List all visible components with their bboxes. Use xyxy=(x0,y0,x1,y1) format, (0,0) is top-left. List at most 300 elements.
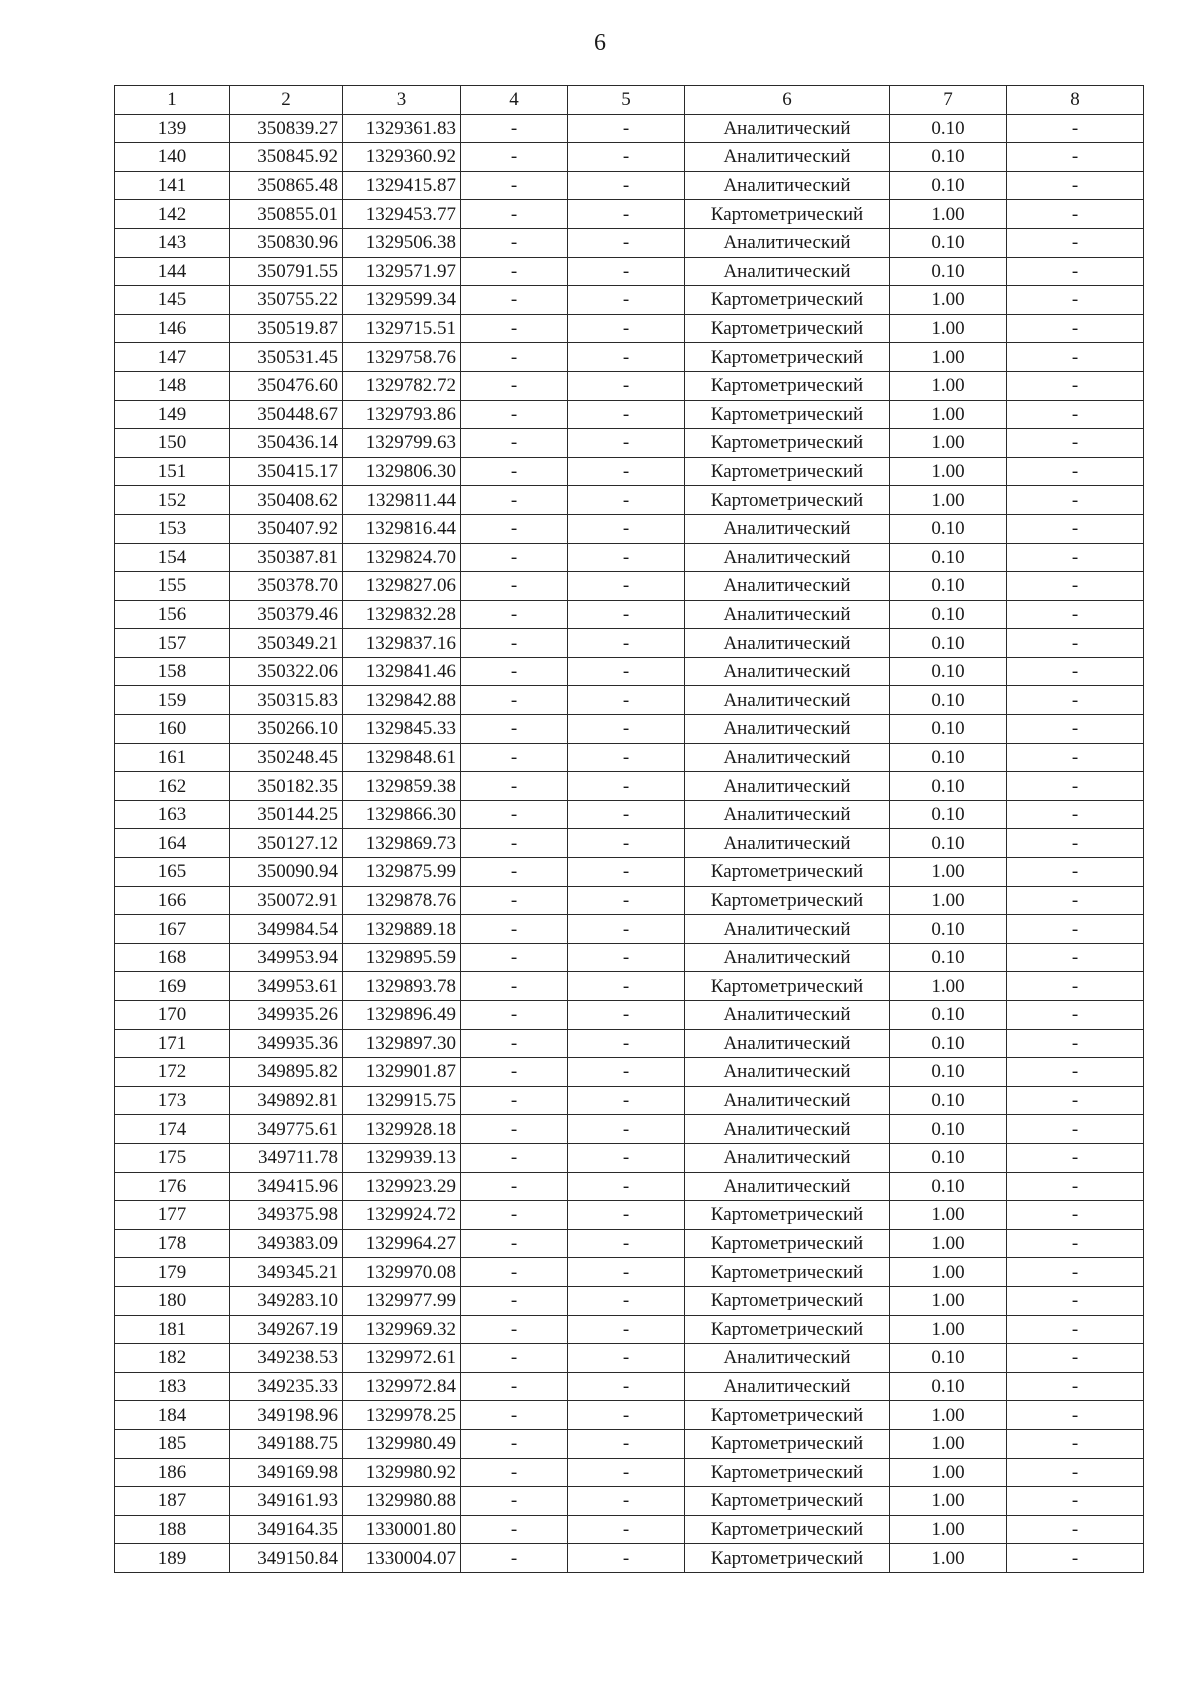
column-8-cell: - xyxy=(1007,1544,1144,1573)
column-8-cell: - xyxy=(1007,1201,1144,1230)
column-4-cell: - xyxy=(461,543,568,572)
table-row xyxy=(115,1086,1144,1115)
table-row xyxy=(115,1058,1144,1087)
x-coordinate-cell: 350448.67 xyxy=(230,400,343,429)
accuracy-cell: 1.00 xyxy=(890,1258,1007,1287)
point-number-cell: 175 xyxy=(115,1143,230,1172)
point-number-cell: 181 xyxy=(115,1315,230,1344)
method-cell: Картометрический xyxy=(685,371,890,400)
y-coordinate-cell: 1329923.29 xyxy=(343,1172,461,1201)
point-number-cell: 139 xyxy=(115,114,230,143)
y-coordinate-cell: 1329841.46 xyxy=(343,657,461,686)
x-coordinate-cell: 350845.92 xyxy=(230,143,343,172)
column-5-cell: - xyxy=(568,1143,685,1172)
column-5-cell: - xyxy=(568,343,685,372)
table-row xyxy=(115,1487,1144,1516)
accuracy-cell: 0.10 xyxy=(890,657,1007,686)
table-row xyxy=(115,1372,1144,1401)
method-cell: Аналитический xyxy=(685,1143,890,1172)
accuracy-cell: 1.00 xyxy=(890,1515,1007,1544)
x-coordinate-cell: 349150.84 xyxy=(230,1544,343,1573)
column-4-cell: - xyxy=(461,257,568,286)
table-row xyxy=(115,1029,1144,1058)
y-coordinate-cell: 1329415.87 xyxy=(343,171,461,200)
method-cell: Картометрический xyxy=(685,200,890,229)
column-4-cell: - xyxy=(461,486,568,515)
column-8-cell: - xyxy=(1007,1429,1144,1458)
accuracy-cell: 0.10 xyxy=(890,1344,1007,1373)
column-8-cell: - xyxy=(1007,1086,1144,1115)
column-5-cell: - xyxy=(568,1401,685,1430)
y-coordinate-cell: 1329924.72 xyxy=(343,1201,461,1230)
x-coordinate-cell: 349188.75 xyxy=(230,1429,343,1458)
method-cell: Картометрический xyxy=(685,1544,890,1573)
column-5-cell: - xyxy=(568,1458,685,1487)
y-coordinate-cell: 1329799.63 xyxy=(343,429,461,458)
x-coordinate-cell: 350379.46 xyxy=(230,600,343,629)
column-8-cell: - xyxy=(1007,1029,1144,1058)
x-coordinate-cell: 350322.06 xyxy=(230,657,343,686)
column-8-cell: - xyxy=(1007,1115,1144,1144)
column-4-cell: - xyxy=(461,943,568,972)
point-number-cell: 171 xyxy=(115,1029,230,1058)
column-8-cell: - xyxy=(1007,114,1144,143)
table-row xyxy=(115,686,1144,715)
column-header: 7 xyxy=(890,86,1007,115)
point-number-cell: 152 xyxy=(115,486,230,515)
accuracy-cell: 0.10 xyxy=(890,1115,1007,1144)
column-5-cell: - xyxy=(568,1086,685,1115)
column-4-cell: - xyxy=(461,1086,568,1115)
x-coordinate-cell: 350407.92 xyxy=(230,514,343,543)
column-5-cell: - xyxy=(568,171,685,200)
method-cell: Аналитический xyxy=(685,572,890,601)
method-cell: Аналитический xyxy=(685,171,890,200)
column-8-cell: - xyxy=(1007,457,1144,486)
column-8-cell: - xyxy=(1007,1401,1144,1430)
x-coordinate-cell: 350531.45 xyxy=(230,343,343,372)
column-5-cell: - xyxy=(568,429,685,458)
point-number-cell: 167 xyxy=(115,915,230,944)
y-coordinate-cell: 1329939.13 xyxy=(343,1143,461,1172)
column-8-cell: - xyxy=(1007,171,1144,200)
method-cell: Картометрический xyxy=(685,1315,890,1344)
accuracy-cell: 1.00 xyxy=(890,1458,1007,1487)
column-5-cell: - xyxy=(568,286,685,315)
column-4-cell: - xyxy=(461,1001,568,1030)
point-number-cell: 164 xyxy=(115,829,230,858)
column-8-cell: - xyxy=(1007,1286,1144,1315)
x-coordinate-cell: 350855.01 xyxy=(230,200,343,229)
column-8-cell: - xyxy=(1007,943,1144,972)
accuracy-cell: 1.00 xyxy=(890,400,1007,429)
x-coordinate-cell: 349283.10 xyxy=(230,1286,343,1315)
column-5-cell: - xyxy=(568,143,685,172)
x-coordinate-cell: 349953.61 xyxy=(230,972,343,1001)
column-4-cell: - xyxy=(461,1229,568,1258)
y-coordinate-cell: 1329980.92 xyxy=(343,1458,461,1487)
column-8-cell: - xyxy=(1007,286,1144,315)
point-number-cell: 147 xyxy=(115,343,230,372)
point-number-cell: 180 xyxy=(115,1286,230,1315)
x-coordinate-cell: 350072.91 xyxy=(230,886,343,915)
method-cell: Картометрический xyxy=(685,886,890,915)
column-4-cell: - xyxy=(461,1429,568,1458)
table-row xyxy=(115,1001,1144,1030)
y-coordinate-cell: 1329895.59 xyxy=(343,943,461,972)
table-row xyxy=(115,1143,1144,1172)
accuracy-cell: 1.00 xyxy=(890,200,1007,229)
accuracy-cell: 0.10 xyxy=(890,829,1007,858)
column-8-cell: - xyxy=(1007,429,1144,458)
coordinates-table xyxy=(114,85,1144,1573)
method-cell: Аналитический xyxy=(685,1344,890,1373)
x-coordinate-cell: 350144.25 xyxy=(230,800,343,829)
accuracy-cell: 0.10 xyxy=(890,600,1007,629)
point-number-cell: 150 xyxy=(115,429,230,458)
method-cell: Картометрический xyxy=(685,972,890,1001)
column-8-cell: - xyxy=(1007,629,1144,658)
accuracy-cell: 1.00 xyxy=(890,1229,1007,1258)
table-row xyxy=(115,486,1144,515)
x-coordinate-cell: 350519.87 xyxy=(230,314,343,343)
column-5-cell: - xyxy=(568,629,685,658)
table-row xyxy=(115,1458,1144,1487)
column-4-cell: - xyxy=(461,1058,568,1087)
y-coordinate-cell: 1330004.07 xyxy=(343,1544,461,1573)
column-8-cell: - xyxy=(1007,1143,1144,1172)
method-cell: Картометрический xyxy=(685,1286,890,1315)
method-cell: Картометрический xyxy=(685,400,890,429)
point-number-cell: 159 xyxy=(115,686,230,715)
column-4-cell: - xyxy=(461,743,568,772)
accuracy-cell: 1.00 xyxy=(890,1544,1007,1573)
point-number-cell: 140 xyxy=(115,143,230,172)
x-coordinate-cell: 349235.33 xyxy=(230,1372,343,1401)
column-4-cell: - xyxy=(461,657,568,686)
point-number-cell: 149 xyxy=(115,400,230,429)
accuracy-cell: 1.00 xyxy=(890,286,1007,315)
column-8-cell: - xyxy=(1007,858,1144,887)
y-coordinate-cell: 1329837.16 xyxy=(343,629,461,658)
column-5-cell: - xyxy=(568,114,685,143)
column-4-cell: - xyxy=(461,800,568,829)
table-row xyxy=(115,657,1144,686)
x-coordinate-cell: 350127.12 xyxy=(230,829,343,858)
y-coordinate-cell: 1329845.33 xyxy=(343,715,461,744)
column-4-cell: - xyxy=(461,629,568,658)
x-coordinate-cell: 350387.81 xyxy=(230,543,343,572)
column-8-cell: - xyxy=(1007,200,1144,229)
column-5-cell: - xyxy=(568,486,685,515)
accuracy-cell: 0.10 xyxy=(890,772,1007,801)
method-cell: Аналитический xyxy=(685,114,890,143)
column-8-cell: - xyxy=(1007,371,1144,400)
column-4-cell: - xyxy=(461,314,568,343)
table-row xyxy=(115,800,1144,829)
column-5-cell: - xyxy=(568,371,685,400)
x-coordinate-cell: 350830.96 xyxy=(230,228,343,257)
column-5-cell: - xyxy=(568,1487,685,1516)
table-row xyxy=(115,572,1144,601)
column-5-cell: - xyxy=(568,800,685,829)
column-4-cell: - xyxy=(461,143,568,172)
point-number-cell: 156 xyxy=(115,600,230,629)
column-4-cell: - xyxy=(461,1344,568,1373)
accuracy-cell: 0.10 xyxy=(890,171,1007,200)
point-number-cell: 151 xyxy=(115,457,230,486)
column-8-cell: - xyxy=(1007,743,1144,772)
point-number-cell: 157 xyxy=(115,629,230,658)
column-header: 2 xyxy=(230,86,343,115)
column-4-cell: - xyxy=(461,371,568,400)
x-coordinate-cell: 349267.19 xyxy=(230,1315,343,1344)
column-5-cell: - xyxy=(568,1229,685,1258)
point-number-cell: 189 xyxy=(115,1544,230,1573)
accuracy-cell: 0.10 xyxy=(890,1172,1007,1201)
y-coordinate-cell: 1329599.34 xyxy=(343,286,461,315)
x-coordinate-cell: 350349.21 xyxy=(230,629,343,658)
y-coordinate-cell: 1329571.97 xyxy=(343,257,461,286)
method-cell: Картометрический xyxy=(685,1401,890,1430)
table-row xyxy=(115,1401,1144,1430)
point-number-cell: 170 xyxy=(115,1001,230,1030)
accuracy-cell: 0.10 xyxy=(890,1001,1007,1030)
column-8-cell: - xyxy=(1007,1001,1144,1030)
column-8-cell: - xyxy=(1007,143,1144,172)
point-number-cell: 169 xyxy=(115,972,230,1001)
method-cell: Картометрический xyxy=(685,1515,890,1544)
method-cell: Картометрический xyxy=(685,1429,890,1458)
column-4-cell: - xyxy=(461,114,568,143)
column-5-cell: - xyxy=(568,1115,685,1144)
column-4-cell: - xyxy=(461,1172,568,1201)
point-number-cell: 158 xyxy=(115,657,230,686)
column-5-cell: - xyxy=(568,1515,685,1544)
column-5-cell: - xyxy=(568,1029,685,1058)
point-number-cell: 182 xyxy=(115,1344,230,1373)
column-header: 3 xyxy=(343,86,461,115)
accuracy-cell: 1.00 xyxy=(890,486,1007,515)
y-coordinate-cell: 1329889.18 xyxy=(343,915,461,944)
y-coordinate-cell: 1329875.99 xyxy=(343,858,461,887)
method-cell: Аналитический xyxy=(685,772,890,801)
column-5-cell: - xyxy=(568,943,685,972)
method-cell: Картометрический xyxy=(685,1458,890,1487)
column-5-cell: - xyxy=(568,400,685,429)
accuracy-cell: 0.10 xyxy=(890,1029,1007,1058)
column-header: 5 xyxy=(568,86,685,115)
y-coordinate-cell: 1329866.30 xyxy=(343,800,461,829)
column-4-cell: - xyxy=(461,1458,568,1487)
column-4-cell: - xyxy=(461,429,568,458)
y-coordinate-cell: 1329859.38 xyxy=(343,772,461,801)
accuracy-cell: 1.00 xyxy=(890,972,1007,1001)
column-4-cell: - xyxy=(461,200,568,229)
table-row xyxy=(115,972,1144,1001)
column-8-cell: - xyxy=(1007,800,1144,829)
x-coordinate-cell: 350415.17 xyxy=(230,457,343,486)
y-coordinate-cell: 1329827.06 xyxy=(343,572,461,601)
x-coordinate-cell: 350865.48 xyxy=(230,171,343,200)
method-cell: Аналитический xyxy=(685,1058,890,1087)
y-coordinate-cell: 1329896.49 xyxy=(343,1001,461,1030)
table-row xyxy=(115,457,1144,486)
column-8-cell: - xyxy=(1007,1058,1144,1087)
y-coordinate-cell: 1329806.30 xyxy=(343,457,461,486)
y-coordinate-cell: 1329824.70 xyxy=(343,543,461,572)
x-coordinate-cell: 350378.70 xyxy=(230,572,343,601)
table-row xyxy=(115,1315,1144,1344)
method-cell: Аналитический xyxy=(685,629,890,658)
method-cell: Аналитический xyxy=(685,228,890,257)
y-coordinate-cell: 1329842.88 xyxy=(343,686,461,715)
table-row xyxy=(115,858,1144,887)
point-number-cell: 141 xyxy=(115,171,230,200)
column-4-cell: - xyxy=(461,514,568,543)
method-cell: Аналитический xyxy=(685,1172,890,1201)
accuracy-cell: 1.00 xyxy=(890,371,1007,400)
method-cell: Картометрический xyxy=(685,343,890,372)
method-cell: Картометрический xyxy=(685,1229,890,1258)
y-coordinate-cell: 1329980.88 xyxy=(343,1487,461,1516)
column-4-cell: - xyxy=(461,457,568,486)
column-8-cell: - xyxy=(1007,400,1144,429)
column-5-cell: - xyxy=(568,1258,685,1287)
point-number-cell: 178 xyxy=(115,1229,230,1258)
accuracy-cell: 0.10 xyxy=(890,257,1007,286)
column-8-cell: - xyxy=(1007,1487,1144,1516)
column-4-cell: - xyxy=(461,972,568,1001)
point-number-cell: 168 xyxy=(115,943,230,972)
point-number-cell: 155 xyxy=(115,572,230,601)
point-number-cell: 162 xyxy=(115,772,230,801)
x-coordinate-cell: 350266.10 xyxy=(230,715,343,744)
accuracy-cell: 0.10 xyxy=(890,514,1007,543)
column-4-cell: - xyxy=(461,1029,568,1058)
table-row xyxy=(115,429,1144,458)
x-coordinate-cell: 349711.78 xyxy=(230,1143,343,1172)
column-5-cell: - xyxy=(568,657,685,686)
column-8-cell: - xyxy=(1007,1458,1144,1487)
point-number-cell: 174 xyxy=(115,1115,230,1144)
column-5-cell: - xyxy=(568,514,685,543)
accuracy-cell: 0.10 xyxy=(890,1086,1007,1115)
point-number-cell: 153 xyxy=(115,514,230,543)
method-cell: Картометрический xyxy=(685,457,890,486)
y-coordinate-cell: 1329969.32 xyxy=(343,1315,461,1344)
y-coordinate-cell: 1329793.86 xyxy=(343,400,461,429)
column-5-cell: - xyxy=(568,915,685,944)
column-8-cell: - xyxy=(1007,572,1144,601)
table-row xyxy=(115,114,1144,143)
point-number-cell: 187 xyxy=(115,1487,230,1516)
accuracy-cell: 1.00 xyxy=(890,429,1007,458)
point-number-cell: 145 xyxy=(115,286,230,315)
column-8-cell: - xyxy=(1007,715,1144,744)
method-cell: Аналитический xyxy=(685,543,890,572)
column-4-cell: - xyxy=(461,228,568,257)
column-8-cell: - xyxy=(1007,886,1144,915)
table-row xyxy=(115,228,1144,257)
accuracy-cell: 1.00 xyxy=(890,1315,1007,1344)
column-5-cell: - xyxy=(568,1344,685,1373)
accuracy-cell: 1.00 xyxy=(890,1201,1007,1230)
point-number-cell: 163 xyxy=(115,800,230,829)
column-8-cell: - xyxy=(1007,314,1144,343)
table-row xyxy=(115,314,1144,343)
accuracy-cell: 0.10 xyxy=(890,943,1007,972)
y-coordinate-cell: 1329893.78 xyxy=(343,972,461,1001)
table-row xyxy=(115,1429,1144,1458)
point-number-cell: 160 xyxy=(115,715,230,744)
column-4-cell: - xyxy=(461,1487,568,1516)
accuracy-cell: 1.00 xyxy=(890,886,1007,915)
x-coordinate-cell: 349895.82 xyxy=(230,1058,343,1087)
accuracy-cell: 0.10 xyxy=(890,143,1007,172)
table-row xyxy=(115,715,1144,744)
method-cell: Аналитический xyxy=(685,1372,890,1401)
table-row xyxy=(115,943,1144,972)
accuracy-cell: 0.10 xyxy=(890,1143,1007,1172)
column-8-cell: - xyxy=(1007,657,1144,686)
table-row xyxy=(115,1201,1144,1230)
x-coordinate-cell: 350408.62 xyxy=(230,486,343,515)
y-coordinate-cell: 1329964.27 xyxy=(343,1229,461,1258)
point-number-cell: 177 xyxy=(115,1201,230,1230)
column-5-cell: - xyxy=(568,1429,685,1458)
table-row xyxy=(115,143,1144,172)
column-4-cell: - xyxy=(461,1143,568,1172)
x-coordinate-cell: 349375.98 xyxy=(230,1201,343,1230)
accuracy-cell: 0.10 xyxy=(890,686,1007,715)
column-5-cell: - xyxy=(568,228,685,257)
accuracy-cell: 0.10 xyxy=(890,743,1007,772)
table-row xyxy=(115,629,1144,658)
column-4-cell: - xyxy=(461,1372,568,1401)
column-8-cell: - xyxy=(1007,1229,1144,1258)
column-8-cell: - xyxy=(1007,514,1144,543)
column-5-cell: - xyxy=(568,457,685,486)
column-4-cell: - xyxy=(461,1258,568,1287)
column-5-cell: - xyxy=(568,886,685,915)
column-8-cell: - xyxy=(1007,343,1144,372)
method-cell: Аналитический xyxy=(685,686,890,715)
point-number-cell: 176 xyxy=(115,1172,230,1201)
column-4-cell: - xyxy=(461,1544,568,1573)
method-cell: Аналитический xyxy=(685,943,890,972)
method-cell: Аналитический xyxy=(685,1086,890,1115)
y-coordinate-cell: 1329848.61 xyxy=(343,743,461,772)
accuracy-cell: 1.00 xyxy=(890,457,1007,486)
table-row xyxy=(115,200,1144,229)
accuracy-cell: 0.10 xyxy=(890,915,1007,944)
method-cell: Аналитический xyxy=(685,257,890,286)
table-row xyxy=(115,371,1144,400)
column-4-cell: - xyxy=(461,1115,568,1144)
x-coordinate-cell: 350248.45 xyxy=(230,743,343,772)
table-row xyxy=(115,1115,1144,1144)
y-coordinate-cell: 1329972.84 xyxy=(343,1372,461,1401)
accuracy-cell: 1.00 xyxy=(890,314,1007,343)
table-row xyxy=(115,1229,1144,1258)
column-5-cell: - xyxy=(568,1058,685,1087)
column-8-cell: - xyxy=(1007,257,1144,286)
accuracy-cell: 0.10 xyxy=(890,715,1007,744)
method-cell: Картометрический xyxy=(685,1201,890,1230)
accuracy-cell: 1.00 xyxy=(890,1286,1007,1315)
x-coordinate-cell: 350436.14 xyxy=(230,429,343,458)
